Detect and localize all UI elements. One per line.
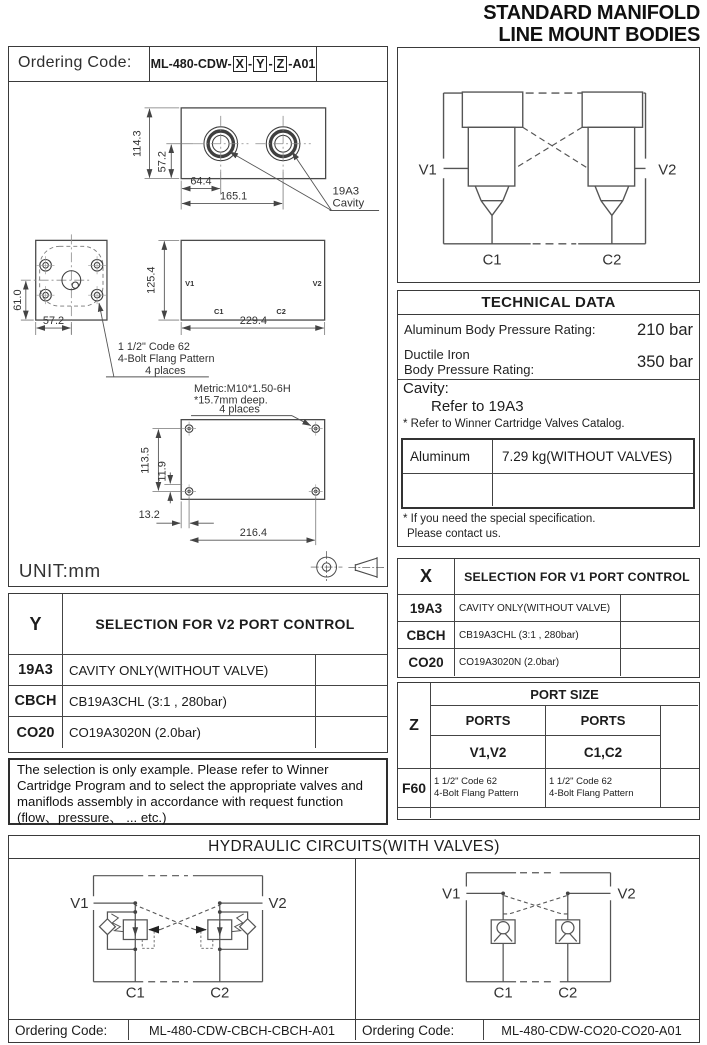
table-row: [398, 595, 699, 622]
body-schematic-panel: [397, 47, 700, 283]
selection-x-row2-code: CO20: [398, 649, 455, 676]
co20-poppet-right-icon: [562, 922, 574, 934]
ports-col1-sub: V1,V2: [431, 736, 546, 768]
manifold-dimension-drawing: [9, 82, 385, 583]
technical-data-title: TECHNICAL DATA: [398, 291, 699, 315]
thread-note-line2: *15.7mm deep.: [194, 394, 268, 407]
ordering-code-y-box: Y: [253, 56, 267, 72]
co20-ordering-code: ML-480-CDW-CO20-CO20-A01: [501, 1022, 682, 1038]
schematic-body-outline: [444, 92, 646, 244]
technical-data-panel: [397, 290, 700, 547]
side-view-outline: [181, 240, 324, 320]
cavity-value: Refer to 19A3: [431, 398, 524, 415]
ductile-pressure-label: [404, 348, 534, 377]
selection-y-row0-code: 19A3: [9, 655, 63, 685]
ordering-code-prefix: ML-480-CDW-: [150, 57, 232, 71]
cbch-ordering-code: ML-480-CDW-CBCH-CBCH-A01: [129, 1020, 356, 1040]
dim-114-3: 114.3: [131, 130, 144, 158]
dim-11-9: 11.9: [156, 461, 169, 482]
schematic-c2-label: C2: [602, 252, 622, 269]
selection-y-row1-desc: CB19A3CHL (3:1 , 280bar): [63, 686, 316, 716]
cbch-pilot-cross-lines: [135, 905, 220, 930]
cavity-block: [398, 380, 699, 430]
port-size-cell1: [431, 768, 546, 807]
ductile-pressure-value: 350 bar: [637, 353, 693, 371]
ports-col2-sub: C1,C2: [546, 736, 661, 768]
hydraulic-circuits-title: HYDRAULIC CIRCUITS(WITH VALVES): [9, 836, 699, 859]
dim-216-4: 216.4: [239, 527, 268, 540]
selection-y-row2-desc: CO19A3020N (2.0bar): [63, 717, 316, 748]
cavity-label: Cavity:: [403, 380, 449, 397]
selection-x-header: SELECTION FOR V1 PORT CONTROL: [464, 569, 690, 584]
circuit-ordering-row: [9, 1019, 699, 1040]
table-row: [398, 649, 699, 676]
dimension-drawing-panel: [8, 46, 388, 587]
weight-material: Aluminum: [403, 440, 493, 473]
special-spec-footnote-line2: Please contact us.: [407, 527, 501, 540]
co20-c2-label: C2: [558, 985, 578, 1002]
selection-y-row1-code: CBCH: [9, 686, 63, 716]
cbch-v2-label: V2: [268, 896, 287, 913]
ports-col2-header: PORTS: [546, 706, 661, 736]
unit-label: UNIT:mm: [18, 559, 101, 582]
selection-x-row0-spare: [621, 595, 699, 621]
special-spec-footnote: [403, 512, 595, 542]
dimension-lines: [26, 109, 324, 540]
co20-pilot-cross-lines: [503, 895, 568, 914]
flange-note-line2: 4-Bolt Flang Pattern: [117, 352, 215, 365]
cbch-drain-lines: [142, 932, 213, 949]
schematic-c1-label: C1: [482, 252, 502, 269]
dim-229-4: 229.4: [239, 315, 268, 328]
projection-symbol-icon: [311, 551, 384, 581]
cavity-note: * Refer to Winner Cartridge Valves Catalog.: [403, 418, 625, 430]
cavity-callout-line1: 19A3: [332, 185, 360, 198]
selection-y-row1-spare: [316, 686, 387, 716]
selection-y-header: SELECTION FOR V2 PORT CONTROL: [95, 616, 355, 632]
selection-note: The selection is only example. Please refer to Winner Cartridge Program and to select the appropriate valves and maniflods assembly in accordance with request function (flow、pressure、 ... etc.): [8, 758, 388, 825]
port-size-key: Z: [398, 683, 431, 768]
weight-empty-row: [403, 474, 693, 506]
selection-x-row0-code: 19A3: [398, 595, 455, 621]
port-size-empty-key: [398, 807, 431, 818]
ordering-code-label: Ordering Code:: [18, 54, 132, 71]
mounting-hole-crosshairs: [182, 422, 323, 499]
selection-y-row2-code: CO20: [9, 717, 63, 748]
co20-feed-lines: [503, 893, 568, 981]
port-size-cell1-line1: 1 1/2" Code 62: [434, 776, 498, 788]
co20-v1-label: V1: [442, 886, 461, 903]
co20-v2-label: V2: [617, 886, 636, 903]
table-row: [9, 655, 387, 686]
dim-57-2-v: 57.2: [156, 151, 169, 173]
bottom-view-outline: [181, 420, 324, 500]
schematic-v1-label: V1: [418, 162, 437, 179]
ductile-pressure-label-line2: Body Pressure Rating:: [404, 361, 535, 377]
side-view-v2-label: V2: [312, 279, 322, 289]
selection-y-row0-desc: CAVITY ONLY(WITHOUT VALVE): [63, 655, 316, 685]
thread-note-line1: Metric:M10*1.50-6H: [194, 382, 291, 395]
page-title-line1: STANDARD MANIFOLD: [483, 2, 700, 24]
ordering-code-x-box: X: [233, 56, 247, 72]
weight-table: [401, 438, 695, 509]
cbch-bypass-lines: [107, 912, 247, 949]
port-size-table: [397, 682, 700, 820]
hydraulic-circuits-panel: [8, 835, 700, 1043]
co20-ordering-label: Ordering Code:: [356, 1020, 484, 1040]
weight-empty-value: [493, 474, 693, 506]
co20-poppet-left-icon: [497, 922, 509, 934]
table-row: [398, 622, 699, 649]
selection-x-table: [397, 558, 700, 678]
circuit-co20-drawing: [357, 859, 700, 1019]
table-row: [9, 717, 387, 748]
weight-empty-material: [403, 474, 493, 506]
co20-body-outline: [466, 873, 610, 982]
side-view-c2-label: C2: [276, 307, 286, 317]
table-row: [9, 686, 387, 717]
aluminum-pressure-label: Aluminum Body Pressure Rating:: [404, 321, 596, 337]
selection-x-row1-desc: CB19A3CHL (3:1 , 280bar): [455, 622, 621, 648]
co20-junction-dots: [501, 891, 569, 895]
cbch-v1-label: V1: [70, 896, 89, 913]
port-size-cell2-line2: 4-Bolt Flang Pattern: [549, 787, 634, 799]
flange-note-line3: 4 places: [145, 364, 186, 377]
dim-113-5: 113.5: [139, 447, 152, 474]
cbch-feed-lines: [135, 903, 220, 982]
thread-note-line3: 4 places: [219, 403, 260, 416]
ductile-pressure-label-line1: Ductile Iron: [404, 346, 470, 362]
selection-x-row0-desc: CAVITY ONLY(WITHOUT VALVE): [455, 595, 621, 621]
special-spec-footnote-line1: * If you need the special specification.: [403, 513, 596, 525]
ordering-code-value: [149, 47, 317, 81]
cbch-c2-label: C2: [210, 985, 230, 1002]
top-view-outline: [181, 108, 325, 179]
ordering-code-row: [9, 47, 387, 82]
page-title-line2: LINE MOUNT BODIES: [498, 23, 700, 46]
ordering-code-sep2: -: [268, 57, 273, 71]
dimension-texts: [12, 130, 365, 539]
dim-57-2-h: 57.2: [42, 315, 65, 328]
selection-x-header-row: [398, 559, 699, 595]
port-size-cell1-line2: 4-Bolt Flang Pattern: [434, 787, 519, 799]
cavity-callout-line2: Cavity: [332, 197, 365, 210]
selection-x-row1-code: CBCH: [398, 622, 455, 648]
selection-x-key: X: [398, 559, 455, 594]
pressure-rating-row-aluminum: [398, 314, 699, 346]
selection-y-row2-spare: [316, 717, 387, 748]
schematic-v2-label: V2: [658, 162, 677, 179]
side-view-c1-label: C1: [214, 307, 224, 317]
schematic-port-labels: [419, 162, 677, 268]
port-size-row-key: F60: [398, 768, 431, 807]
selection-x-row2-spare: [621, 649, 699, 676]
port-size-cell2: [546, 768, 661, 807]
hydraulic-circuits-body: [9, 859, 699, 1019]
ports-col1-header: PORTS: [431, 706, 546, 736]
selection-y-header-row: [9, 594, 387, 655]
cbch-ordering-label: Ordering Code:: [9, 1020, 129, 1040]
ordering-code-sep1: -: [247, 57, 253, 71]
pressure-rating-row-ductile: [398, 346, 699, 380]
selection-x-row1-spare: [621, 622, 699, 648]
aluminum-pressure-value: 210 bar: [637, 320, 693, 339]
mounting-holes: [185, 425, 319, 495]
selection-y-row0-spare: [316, 655, 387, 685]
selection-y-table: [8, 593, 388, 753]
extension-lines: [21, 108, 325, 545]
body-schematic-drawing: [398, 48, 698, 281]
side-view-v1-label: V1: [185, 279, 195, 289]
dim-61-0: 61.0: [11, 289, 24, 311]
cbch-port-labels: [70, 896, 286, 1001]
port-size-divider-2: [398, 807, 699, 808]
weight-row: [403, 440, 693, 474]
selection-y-key: Y: [9, 594, 63, 654]
dim-13-2: 13.2: [138, 509, 160, 522]
ordering-code-suffix: -A01: [288, 57, 316, 71]
co20-c1-label: C1: [493, 985, 513, 1002]
circuit-cbch-drawing: [9, 859, 354, 1019]
ordering-code-z-box: Z: [274, 56, 288, 72]
selection-x-row2-desc: CO19A3020N (2.0bar): [455, 649, 621, 676]
co20-port-labels: [442, 886, 636, 1001]
dim-64-4: 64.4: [190, 175, 212, 188]
port-size-title: PORT SIZE: [431, 683, 698, 706]
circuit-co20-cell: [357, 859, 699, 1019]
dim-125-4: 125.4: [145, 266, 158, 294]
port-size-cell2-line1: 1 1/2" Code 62: [549, 776, 613, 788]
circuit-cbch-cell: [9, 859, 356, 1019]
cbch-c1-label: C1: [125, 985, 145, 1002]
page-title: [483, 3, 700, 46]
flange-note-line1: 1 1/2" Code 62: [117, 340, 191, 353]
side-view-port-labels: [185, 279, 322, 316]
dim-165-1: 165.1: [220, 190, 248, 203]
weight-value: 7.29 kg(WITHOUT VALVES): [502, 449, 673, 464]
schematic-cross-pilot-lines: [515, 127, 588, 168]
